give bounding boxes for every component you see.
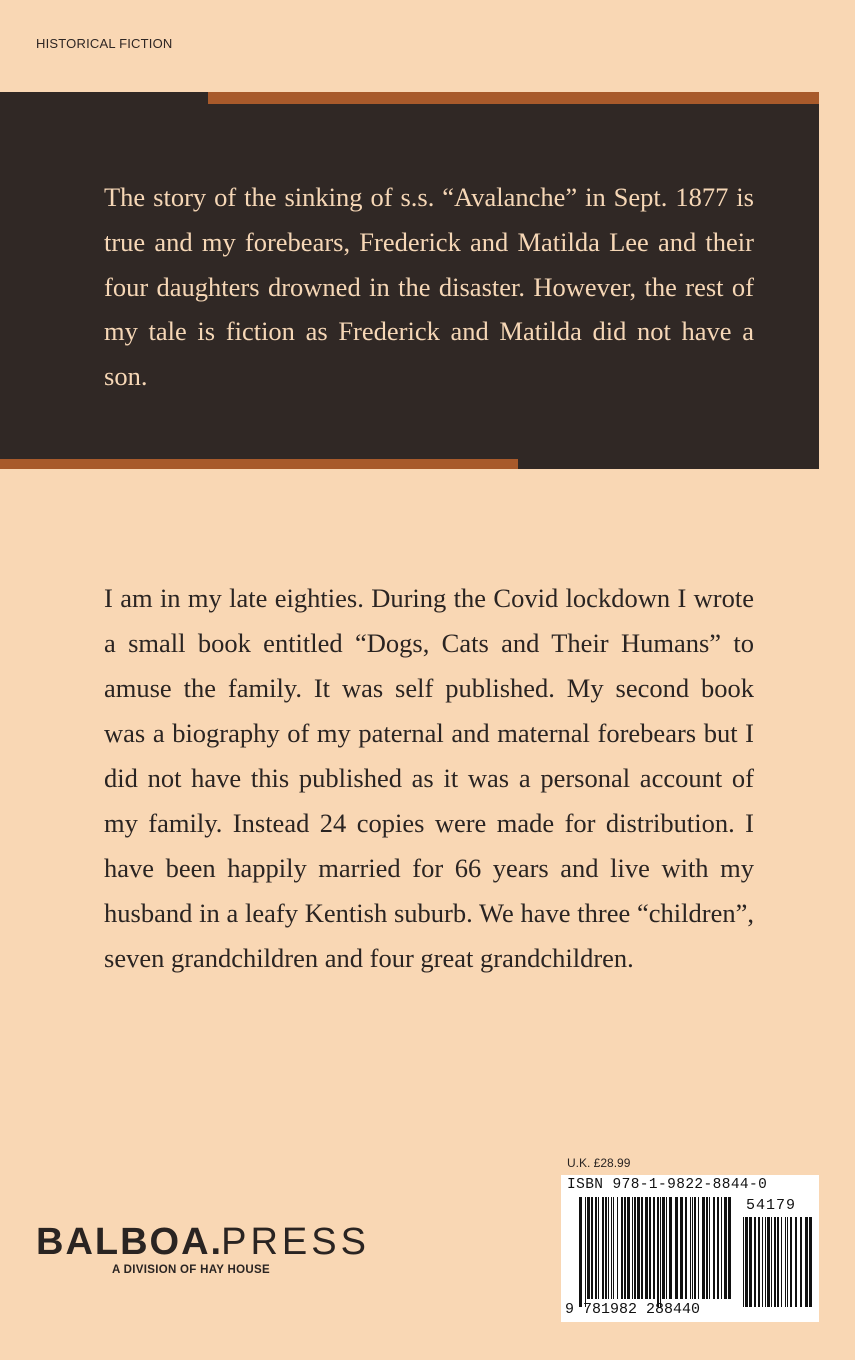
barcode-bar <box>602 1197 604 1299</box>
barcode-bar <box>605 1197 607 1299</box>
barcode-bar <box>624 1197 626 1299</box>
barcode-bar <box>694 1197 696 1299</box>
barcode-bar <box>702 1197 705 1299</box>
barcode-bar <box>767 1217 770 1307</box>
barcode-bar <box>579 1197 582 1307</box>
barcode-bar <box>585 1197 586 1307</box>
isbn-add-on: 54179 <box>746 1197 797 1214</box>
publisher-name <box>36 1220 370 1264</box>
barcode-bar <box>690 1197 691 1299</box>
barcode-bar <box>749 1217 752 1307</box>
barcode-bar <box>611 1197 612 1299</box>
barcode-bar <box>632 1197 633 1299</box>
barcode-bar <box>634 1197 636 1299</box>
publisher-logo <box>36 1220 370 1276</box>
accent-bar-bottom <box>0 459 518 469</box>
barcode-bar <box>781 1217 782 1307</box>
barcode-bar <box>713 1197 715 1299</box>
barcode-bar <box>785 1217 786 1307</box>
price-label: U.K. £28.99 <box>567 1156 631 1170</box>
barcode-bar <box>617 1197 618 1299</box>
barcode-bar <box>641 1197 643 1299</box>
barcode-bar <box>809 1217 812 1307</box>
barcode-bar <box>709 1197 710 1299</box>
blurb-text: The story of the sinking of s.s. “Avalanche” in Sept. 1877 is true and my forebears, Frederick and Matilda Lee and their four daughters drowned in the disaster. However, the rest of my tale is fiction as Frederick and Matilda did not have a son. <box>104 182 754 392</box>
barcode-bar <box>669 1197 672 1299</box>
barcode-bar <box>765 1217 766 1307</box>
barcode-bar <box>662 1197 665 1299</box>
barcode-bar <box>649 1197 651 1299</box>
author-bio: I am in my late eighties. During the Covid lockdown I wrote a small book entitled “Dogs, Cats and Their Humans” to amuse the family. It was self published. My second book was a biography of my paternal and maternal forebears but I did not have this published as it was a personal account of my family. Instead 24 copies were made for distribution. I have been happily married for 66 years and live with my husband in a leafy Kentish suburb. We have three “children”, seven grandchildren and four great grandchildren. <box>104 583 754 973</box>
barcode-bar <box>745 1217 748 1307</box>
barcode-bar <box>787 1217 788 1307</box>
isbn-barcode <box>561 1175 819 1322</box>
barcode-bar <box>598 1197 599 1299</box>
barcode-bar <box>637 1197 640 1299</box>
barcode-bar <box>724 1197 727 1299</box>
isbn-label: ISBN 978-1-9822-8844-0 <box>567 1177 768 1193</box>
barcode-bar <box>754 1217 756 1307</box>
barcode-bar <box>717 1197 719 1299</box>
barcode-bar <box>608 1197 609 1299</box>
barcode-bar <box>762 1217 763 1307</box>
barcode-bar <box>790 1217 792 1307</box>
barcode-bar <box>627 1197 630 1299</box>
barcode-bar <box>680 1197 683 1299</box>
barcode-bar <box>675 1197 678 1299</box>
publisher-tagline: A DIVISION OF HAY HOUSE <box>112 1264 270 1276</box>
barcode-bar <box>666 1197 667 1299</box>
publisher-dot: . <box>210 1221 222 1263</box>
barcode-bar <box>771 1217 772 1307</box>
barcode-bar <box>595 1197 597 1299</box>
barcode-bar <box>698 1197 699 1299</box>
barcode-bar <box>721 1197 722 1299</box>
barcode-bar <box>774 1217 776 1307</box>
barcode-bar <box>692 1197 693 1299</box>
barcode-bar <box>706 1197 708 1299</box>
barcode-bar <box>777 1217 779 1307</box>
barcode-bar <box>685 1197 687 1299</box>
barcode-bar <box>660 1197 661 1307</box>
publisher-name-bold: BALBOA <box>36 1221 211 1263</box>
publisher-name-light: PRESS <box>221 1221 370 1263</box>
barcode-bar <box>805 1217 808 1307</box>
barcode-bar <box>743 1217 744 1307</box>
barcode-bar <box>653 1197 655 1299</box>
barcode-bar <box>795 1217 797 1307</box>
barcode-digits: 9 781982 288440 <box>565 1301 701 1318</box>
accent-bar-top <box>208 92 819 104</box>
barcode-bar <box>645 1197 648 1299</box>
barcode-bar <box>591 1197 593 1299</box>
barcode-bar <box>758 1217 760 1307</box>
genre-label: HISTORICAL FICTION <box>36 36 173 51</box>
barcode-bar <box>621 1197 623 1299</box>
barcode-bar <box>657 1197 659 1307</box>
barcode-bar <box>613 1197 614 1299</box>
barcode-bar <box>587 1197 590 1299</box>
barcode-bar <box>800 1217 802 1307</box>
barcode-bar <box>728 1197 731 1299</box>
